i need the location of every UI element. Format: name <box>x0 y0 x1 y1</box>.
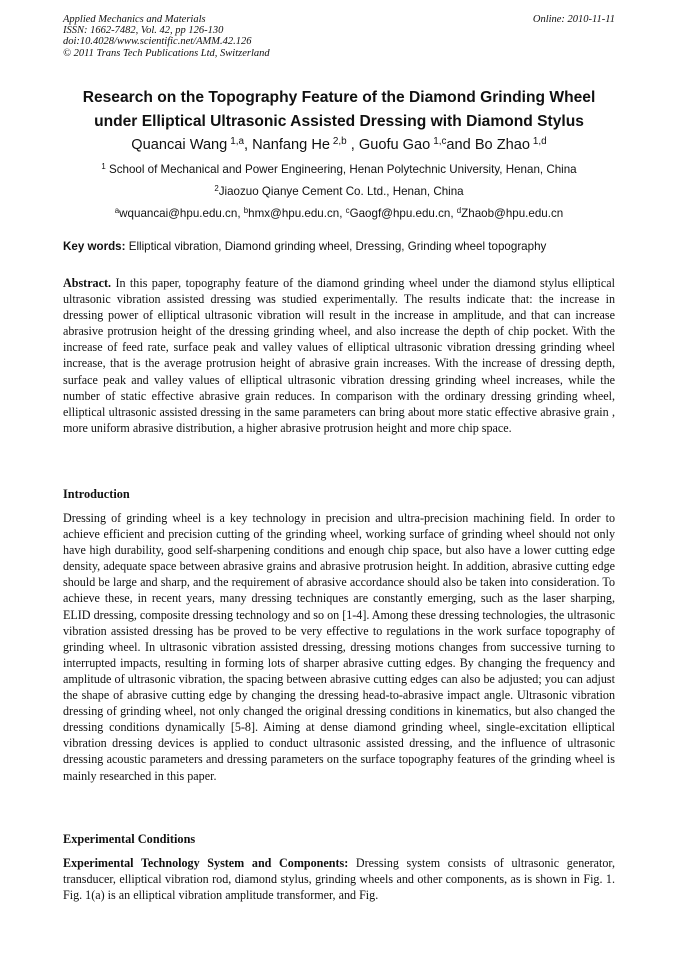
email-sup: c <box>345 205 350 215</box>
author-list: Quancai Wang $^{1,a}$, Nanfang He $^{2,b}$ , Guofu Gao $^{1,c}$and Bo Zhao $^{1,d}$ <box>131 135 547 153</box>
experimental-heading: Experimental Conditions <box>63 832 196 846</box>
author-affil-sup: 2,b <box>332 135 347 147</box>
abstract-text: In this paper, topography feature of the diamond grinding wheel under the diamond stylus elliptical ultrasonic vibration assisted dressing was studied experimentally. The results indicate that: the increase in dressing power of elliptical ultrasonic vibration will result in the increase in amplitude, and that can increase abrasive protrusion height of the dressing grinding wheel, and also increase the depth of chip pocket. With the increase of feed rate, surface peak and valley values of elliptical ultrasonic vibration dressing grinding wheel increase, that is the average protrusion height of abrasive grain increases. With the increase of dressing depth, surface peak and valley values of elliptical ultrasonic vibration dressing grinding wheel increases, while the number of static effective abrasive grain reduces. In comparison with the ordinary dressing grinding wheel, elliptical ultrasonic assisted dressing in the same parameters can bring about more static effective abrasive grain , more uniform abrasive distribution, a higher abrasive protrusion height and more chip space. <box>63 276 615 435</box>
author-affil-sup: 1,c <box>433 135 447 147</box>
email-sup: b <box>243 205 249 215</box>
keywords-label: Key words: <box>63 240 126 253</box>
author-affil-sup: 1,d <box>532 135 547 147</box>
keywords-line <box>63 239 623 254</box>
author-name: Bo Zhao <box>474 137 530 153</box>
keywords-text: Elliptical vibration, Diamond grinding wheel, Dressing, Grinding wheel topography <box>125 240 547 253</box>
introduction-paragraph: Dressing of grinding wheel is a key technology in precision and ultra-precision machining field. In order to achieve efficient and precision cutting of the grinding wheel, working surface of grinding wheel should not only have high durability, good self-sharpening conditions and enough chip space, but also have a lower cutting edge density, adequate space between abrasive grains and abrasive protrusion height. In addition, abrasive cutting edge should be large and sharp, and the requirement of abrasive accordance should also be taken into consideration. To achieve these, in recent years, many dressing techniques are constantly emerging, such as the laser sharping, ELID dressing, composite dressing technology and so on [1-4]. Among these dressing technologies, the ultrasonic vibration assisted dressing has be proved to be very effective to regulations in the work surface topography of grinding wheel. In ultrasonic vibration assisted dressing, dressing motions changes from successive turning to interrupted impacts, resulting in forming lots of sharper abrasive cutting edges. By changing the frequency and amplitude of ultrasonic vibration, the spacing between abrasive cutting edges can also be adjusted; you can adjust the shape of abrasive cutting edge by changing the dressing head-to-abrasive impact angle. Ultrasonic vibration dressing of grinding wheel, not only changed the original dressing conditions in kinematics, but also changed the dressing conditions dynamically [5-8]. Aiming at dense diamond grinding wheel, single-excitation elliptical vibration dressing devices is applied to conduct ultrasonic assisted dressing, and the influence of ultrasonic dressing acoustic parameters and dressing parameters on the surface topography features of the grinding wheel is mainly researched in this paper. <box>63 511 615 783</box>
online-date: Online: 2010-11-11 <box>532 14 615 25</box>
affiliation-text: School of Mechanical and Power Engineering, Henan Polytechnic University, Henan, China <box>108 163 577 176</box>
title-line-2: under Elliptical Ultrasonic Assisted Dressing with Diamond Stylus <box>94 113 584 130</box>
paper-title <box>40 86 638 134</box>
title-line-1: Research on the Topography Feature of the Diamond Grinding Wheel <box>82 89 596 106</box>
journal-header <box>63 14 615 59</box>
abstract-paragraph <box>63 275 615 436</box>
author-name: Quancai Wang <box>131 137 228 153</box>
email-sup: a <box>114 205 120 215</box>
doi-line: doi:10.4028/www.scientific.net/AMM.42.126 <box>63 36 252 48</box>
affiliation-2 <box>40 185 638 199</box>
abstract-label: Abstract. <box>63 276 112 290</box>
email-link[interactable]: Zhaob@hpu.edu.cn <box>461 207 564 220</box>
author-name: Guofu Gao <box>358 137 431 153</box>
email-sup: d <box>456 205 462 215</box>
affiliation-sup: 2 <box>214 183 219 193</box>
copyright-line: © 2011 Trans Tech Publications Ltd, Switzerland <box>63 47 270 59</box>
email-link[interactable]: wquancai@hpu.edu.cn <box>119 207 238 220</box>
affiliation-text: Jiaozuo Qianye Cement Co. Ltd., Henan, China <box>218 185 464 198</box>
author-name: Nanfang He <box>252 137 330 153</box>
affiliation-sup: 1 <box>101 161 106 171</box>
author-affil-sup: 1,a <box>230 135 244 147</box>
affiliation-1 <box>40 163 638 177</box>
introduction-heading: Introduction <box>63 487 130 501</box>
journal-name: Applied Mechanics and Materials <box>63 14 206 25</box>
email-link[interactable]: hmx@hpu.edu.cn <box>248 207 340 220</box>
issn-line: ISSN: 1662-7482, Vol. 42, pp 126-130 <box>63 25 224 37</box>
experimental-subheading: Experimental Technology System and Components: <box>63 856 349 870</box>
email-list: $^a$wquancai@hpu.edu.cn, $^b$hmx@hpu.edu.cn, $^c$Gaogf@hpu.edu.cn, $^d$Zhaob@hpu.edu.cn <box>114 205 564 220</box>
experimental-paragraph <box>63 855 615 903</box>
email-link[interactable]: Gaogf@hpu.edu.cn <box>349 207 451 220</box>
experimental-text: Dressing system consists of ultrasonic generator, transducer, elliptical vibration rod, diamond stylus, grinding wheels and other components, as is shown in Fig. 1. Fig. 1(a) is an elliptical vibration amplitude transformer, and Fig. <box>63 856 615 903</box>
